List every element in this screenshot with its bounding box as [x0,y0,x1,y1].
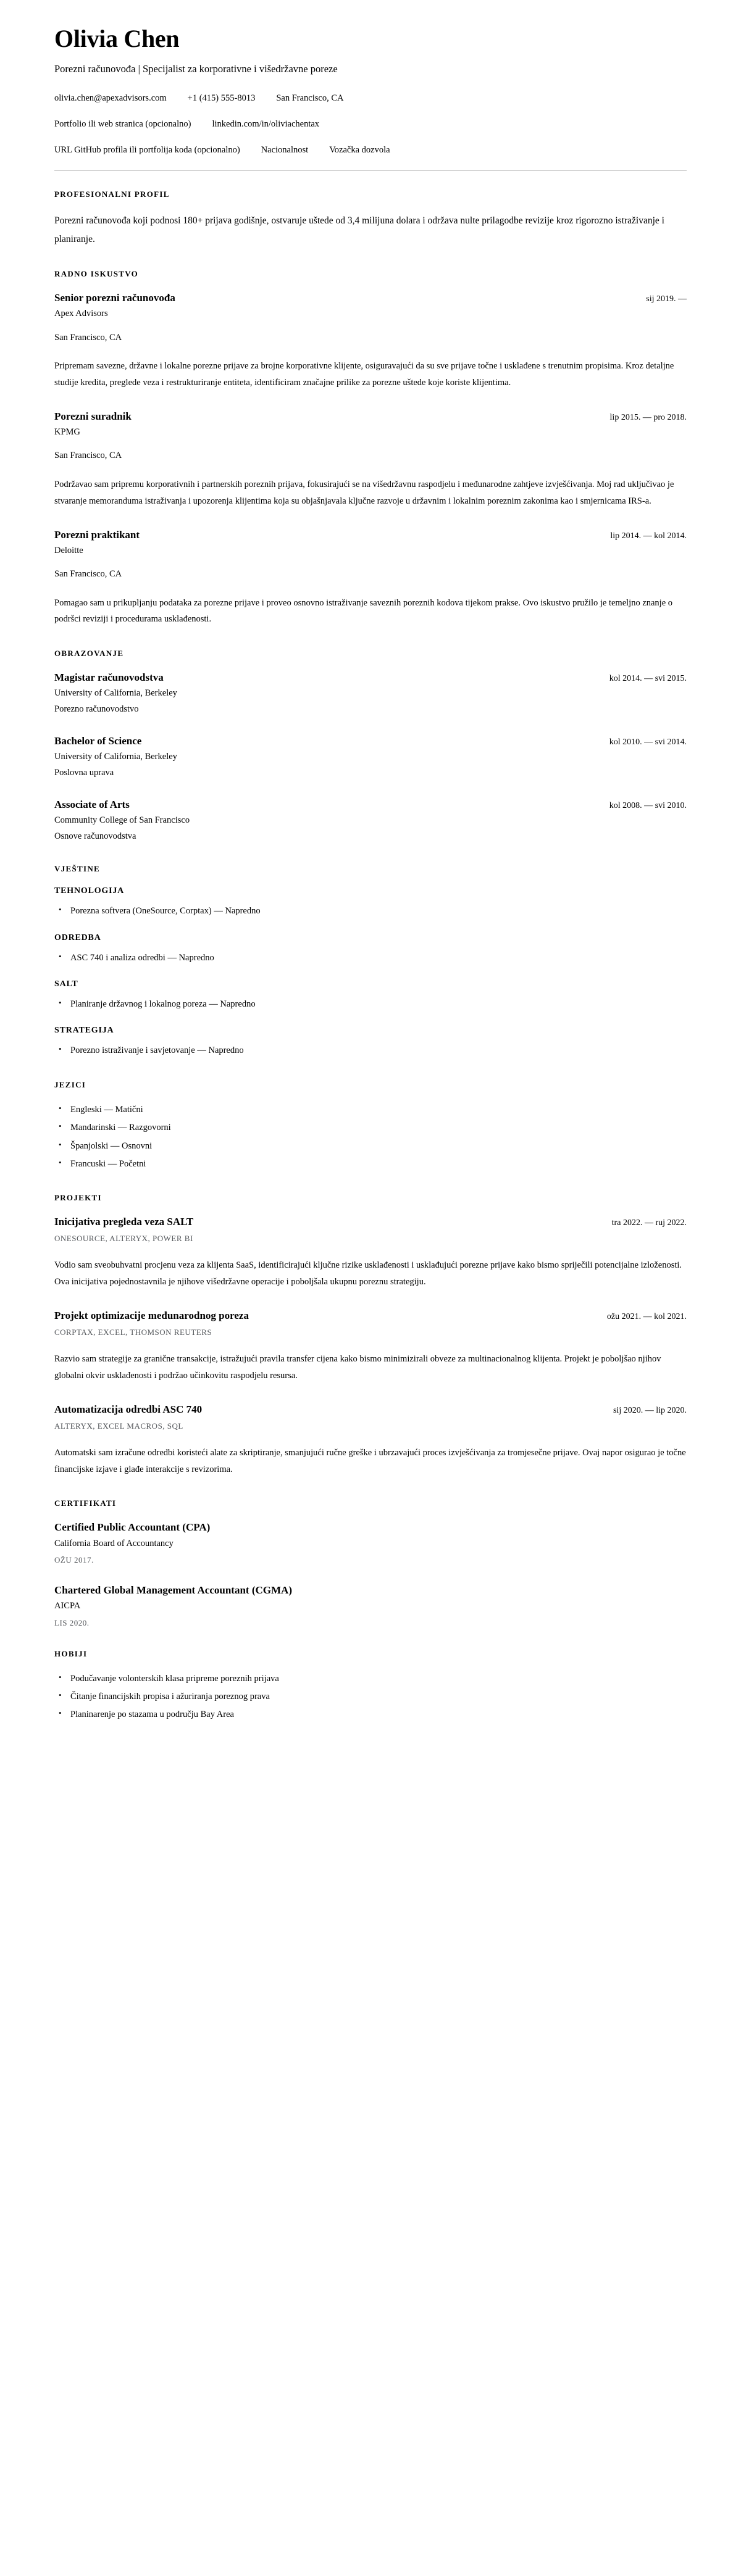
job-title: Porezni praktikant [54,528,140,541]
education-entry-head [54,671,687,684]
skills-list [54,886,687,1059]
project-tech-stack: CORPTAX, EXCEL, THOMSON REUTERS [54,1327,212,1337]
skill-group [54,979,687,1012]
experience-entry [54,410,687,510]
education-entry [54,798,687,843]
skill-group [54,933,687,966]
hobby-item: • Planinarenje po stazama u području Bay Area [54,1707,687,1722]
section-heading-projects: PROJEKTI [54,1193,102,1203]
project-entry-head [54,1403,687,1416]
candidate-tagline: Porezni računovođa | Specijalist za korporativne i višedržavne poreze [54,63,338,75]
section-heading-experience: RADNO ISKUSTVO [54,269,139,279]
profile-summary-text: Porezni računovođa koji podnosi 180+ prijava godišnje, ostvaruje uštede od 3,4 milijuna dolara i održava nulte prilagodbe revizije kroz rigorozno istraživanje i planiranje. [54,215,664,244]
language-item: • Španjolski — Osnovni [54,1139,687,1154]
certificate-date: LIS 2020. [54,1618,90,1627]
skill-group [54,1026,687,1058]
language-item: • Engleski — Matični [54,1102,687,1118]
section-skills [54,864,687,1059]
hobby-item: • Podučavanje volonterskih klasa pripreme poreznih prijava [54,1671,687,1687]
section-heading-skills: VJEŠTINE [54,864,100,874]
section-experience [54,269,687,628]
skill-group-title: SALT [54,979,78,989]
experience-entry-head [54,291,687,305]
contact-portfolio[interactable]: Portfolio ili web stranica (opcionalno) [54,118,191,129]
language-item: • Mandarinski — Razgovorni [54,1120,687,1136]
certificate-title: Chartered Global Management Accountant (CGMA) [54,1584,292,1596]
degree-date-range: kol 2014. — svi 2015. [609,674,687,684]
job-description: Pomagao sam u prikupljanju podataka za porezne prijave i proveo osnovno istraživanje saveznih poreznih kodova tijekom prakse. Ovo iskustvo pružilo je temeljno znanje o podršci reviziji i procedurama usklađenosti. [54,597,673,625]
job-company: Deloitte [54,545,83,555]
hobby-item: • Čitanje financijskih propisa i ažuriranja poreznog prava [54,1689,687,1705]
section-heading-hobbies: HOBIJI [54,1648,88,1658]
degree-title: Associate of Arts [54,799,130,811]
education-entry [54,734,687,779]
section-heading-profile: PROFESIONALNI PROFIL [54,189,170,199]
degree-date-range: kol 2010. — svi 2014. [609,737,687,747]
degree-title: Magistar računovodstva [54,671,164,684]
contact-github[interactable]: URL GitHub profila ili portfolija koda (opcionalno) [54,144,240,155]
school-name: University of California, Berkeley [54,752,177,762]
contact-nationality: Nacionalnost [261,144,309,155]
skill-group-title: STRATEGIJA [54,1026,114,1036]
section-education [54,649,687,843]
school-name: Community College of San Francisco [54,815,190,826]
languages-list [54,1102,687,1173]
resume-header [54,25,687,157]
project-description: Razvio sam strategije za granične transakcije, istražujući pravila transfer cijena kako bismo minimizirali obveze za multinacionalnog klijenta. Projekt je poboljšao njihov globalni okvir usklađenosti i podržao učinkovitu raspodjelu resursa. [54,1354,661,1381]
job-title: Senior porezni računovođa [54,292,175,304]
language-item: • Francuski — Početni [54,1157,687,1172]
certificate-entry [54,1584,687,1628]
project-entry [54,1215,687,1290]
skill-item: • Porezno istraživanje i savjetovanje — Napredno [54,1043,687,1058]
skill-items [54,1043,687,1058]
job-date-range: lip 2015. — pro 2018. [609,412,687,422]
contact-phone[interactable]: +1 (415) 555-8013 [187,93,256,104]
skill-item: • Planiranje državnog i lokalnog poreza — Napredno [54,997,687,1012]
project-entry-head [54,1309,687,1323]
job-description: Pripremam savezne, državne i lokalne porezne prijave za brojne korporativne klijente, osiguravajući da su sve prijave točne i usklađene s trenutnim propisima. Kroz detaljne studije kredita, preglede veza i restrukturiranje entiteta, identificiram značajne prilike za porezne uštede koje koriste klijentima. [54,361,674,388]
degree-title: Bachelor of Science [54,735,142,747]
contact-line-primary [54,92,687,106]
section-hobbies [54,1649,687,1723]
contact-email[interactable]: olivia.chen@apexadvisors.com [54,93,167,104]
project-entry-head [54,1215,687,1229]
experience-entry-head [54,528,687,542]
project-title: Automatizacija odredbi ASC 740 [54,1403,203,1415]
job-date-range: sij 2019. — [646,294,687,304]
section-languages [54,1080,687,1173]
field-of-study: Porezno računovodstvo [54,704,139,714]
skill-items [54,904,687,919]
skill-group-title: TEHNOLOGIJA [54,886,125,896]
skill-item: • Porezna softvera (OneSource, Corptax) — Napredno [54,904,687,919]
job-location: San Francisco, CA [54,451,122,461]
section-heading-languages: JEZICI [54,1079,86,1089]
field-of-study: Osnove računovodstva [54,831,136,841]
certificate-issuer: AICPA [54,1601,81,1611]
certificate-entry [54,1521,687,1565]
contact-driving-license: Vozačka dozvola [329,144,390,155]
section-heading-education: OBRAZOVANJE [54,649,124,659]
candidate-name: Olivia Chen [54,25,180,52]
section-heading-certificates: CERTIFIKATI [54,1498,117,1508]
project-date-range: ožu 2021. — kol 2021. [606,1312,687,1321]
project-entry [54,1309,687,1384]
project-description: Automatski sam izračune odredbi koristeći alate za skriptiranje, smanjujući ručne greške i ubrzavajući proces izvješćivanja za tromjesečne prijave. Ovaj napor osigurao je točne financijske izjave i glađe interakcije s revizorima. [54,1447,686,1474]
contact-linkedin[interactable]: linkedin.com/in/oliviachentax [212,118,320,129]
education-entry [54,671,687,716]
project-entry [54,1403,687,1478]
skill-items [54,950,687,966]
project-tech-stack: ONESOURCE, ALTERYX, POWER BI [54,1234,193,1244]
degree-date-range: kol 2008. — svi 2010. [609,801,687,811]
contact-line-other [54,144,687,157]
certificate-title: Certified Public Accountant (CPA) [54,1521,211,1534]
project-date-range: sij 2020. — lip 2020. [613,1405,687,1415]
job-company: KPMG [54,426,80,437]
contact-location: San Francisco, CA [276,93,344,104]
header-divider [54,170,687,171]
education-entry-head [54,798,687,812]
experience-entry [54,291,687,391]
project-date-range: tra 2022. — ruj 2022. [611,1218,687,1228]
job-location: San Francisco, CA [54,332,122,343]
section-certificates [54,1498,687,1627]
education-list [54,671,687,843]
section-projects [54,1193,687,1477]
school-name: University of California, Berkeley [54,688,177,699]
skill-items [54,997,687,1012]
job-location: San Francisco, CA [54,569,122,580]
project-title: Projekt optimizacije međunarodnog poreza [54,1310,249,1321]
project-description: Vodio sam sveobuhvatni procjenu veza za klijenta SaaS, identificirajući ključne rizike usklađenosti i usklađujući porezne prijave kako bismo spriječili potencijalne izloženosti. Ova inicijativa pojednostavnila je njihove višedržavne operacije i poboljšala ukupnu poreznu strategiju. [54,1260,682,1287]
projects-list [54,1215,687,1477]
job-title: Porezni suradnik [54,410,132,422]
experience-list [54,291,687,628]
job-description: Podržavao sam pripremu korporativnih i partnerskih poreznih prijava, fokusirajući se na višedržavnu raspodjelu i međunarodne zahtjeve izvješćivanja. Moj rad uključivao je stvaranje memoranduma istraživanja i upozorenja klijentima koja su objašnjavala ključne razvoje u državnim i lokalnim poreznim zakonima kao i smjernicama IRS-a. [54,479,674,506]
contact-line-web [54,118,687,131]
experience-entry [54,528,687,628]
certificate-issuer: California Board of Accountancy [54,1538,174,1548]
section-profile [54,189,687,248]
hobbies-list [54,1671,687,1723]
project-tech-stack: ALTERYX, EXCEL MACROS, SQL [54,1421,183,1431]
experience-entry-head [54,410,687,423]
skill-group [54,886,687,919]
job-date-range: lip 2014. — kol 2014. [610,531,687,541]
certificate-date: OŽU 2017. [54,1555,94,1564]
education-entry-head [54,734,687,748]
skill-group-title: ODREDBA [54,933,101,942]
skill-item: • ASC 740 i analiza odredbi — Napredno [54,950,687,966]
field-of-study: Poslovna uprava [54,767,114,778]
project-title: Inicijativa pregleda veza SALT [54,1216,194,1228]
job-company: Apex Advisors [54,309,108,319]
certificates-list [54,1521,687,1627]
